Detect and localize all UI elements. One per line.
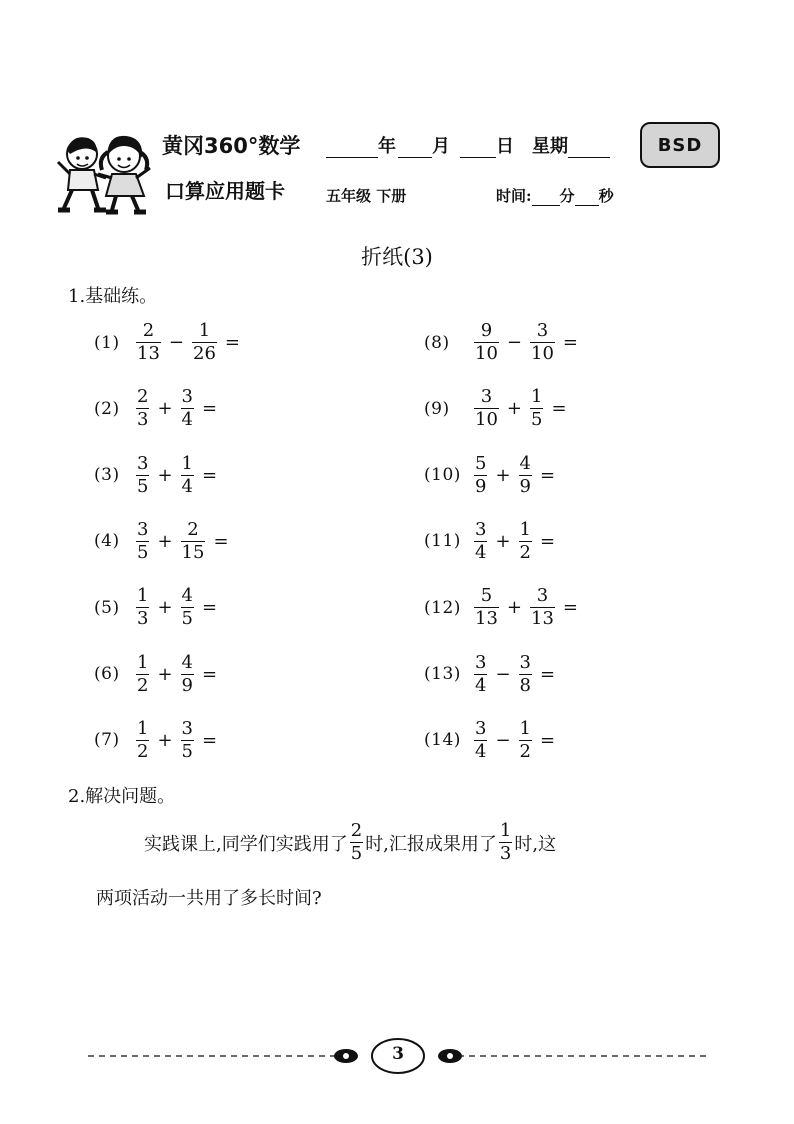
problem-item (94, 652, 217, 697)
fraction-denominator: 3 (499, 843, 512, 864)
fraction-b (181, 453, 194, 498)
operator: + (495, 464, 511, 486)
second-blank (575, 187, 599, 206)
fraction-numerator: 3 (475, 518, 487, 540)
fraction-b (181, 585, 194, 630)
time-line (496, 185, 614, 206)
problem-number: (14) (424, 730, 461, 751)
equals-sign: = (540, 663, 556, 685)
fraction-numerator: 4 (181, 585, 193, 607)
problem-item (94, 718, 217, 763)
equals-sign: = (540, 530, 556, 552)
equals-sign: = (202, 597, 218, 619)
section2-label: 2.解决问题。 (68, 786, 176, 807)
brand-subtitle: 口算应用题卡 (165, 179, 285, 203)
fraction-a (136, 652, 149, 697)
fraction-denominator: 2 (519, 541, 531, 563)
fraction-denominator: 10 (475, 343, 498, 364)
word-problem-text2: 时,汇报成果用了 (365, 833, 497, 855)
fraction-denominator: 5 (137, 541, 149, 563)
fraction-numerator: 1 (137, 717, 149, 739)
fraction-numerator: 2 (350, 820, 363, 841)
fraction-denominator: 5 (181, 740, 193, 762)
equals-sign: = (202, 398, 218, 420)
minute-blank (532, 187, 560, 206)
fraction-b (530, 585, 555, 630)
fraction-denominator: 4 (475, 740, 487, 762)
fraction-a (136, 453, 149, 498)
year-label: 年 (378, 136, 396, 157)
fraction-denominator: 13 (531, 608, 554, 630)
fraction-denominator: 13 (137, 343, 160, 364)
fraction-denominator: 5 (181, 608, 193, 630)
operator: + (157, 663, 173, 685)
word-problem-line1 (144, 820, 556, 865)
problem-number: (13) (424, 664, 461, 684)
time-label: 时间: (496, 187, 532, 205)
fraction-a (474, 519, 487, 564)
fraction-a (474, 320, 499, 365)
page-number: 3 (392, 1044, 404, 1064)
fraction-a (136, 320, 161, 365)
grade-label: 五年级 下册 (326, 187, 407, 205)
fraction-a (474, 453, 487, 498)
problem-number: (5) (94, 597, 120, 618)
operator: + (157, 597, 173, 619)
problem-item (94, 453, 217, 498)
problem-item (424, 320, 578, 365)
problem-number: (4) (94, 531, 120, 552)
fraction-denominator: 8 (519, 674, 531, 696)
operator: − (506, 332, 522, 353)
fraction-denominator: 10 (475, 409, 498, 431)
problem-item (424, 453, 555, 498)
operator: − (495, 663, 511, 685)
fraction-numerator: 4 (181, 651, 193, 673)
fraction-a (474, 585, 499, 630)
fraction-denominator: 9 (181, 674, 193, 696)
equals-sign: = (202, 464, 218, 486)
fraction-b (519, 718, 532, 763)
operator: + (157, 729, 173, 751)
fraction-numerator: 3 (181, 386, 193, 408)
fraction-numerator: 5 (480, 585, 493, 607)
fraction-numerator: 3 (475, 717, 487, 739)
fraction-b (181, 386, 194, 431)
problem-item (424, 652, 555, 697)
fraction-a (136, 585, 149, 630)
problem-item (424, 585, 578, 630)
problem-number: (8) (424, 332, 450, 353)
fraction-a (474, 718, 487, 763)
fraction-numerator: 1 (519, 518, 531, 540)
fraction-b (181, 718, 194, 763)
fraction-b (519, 652, 532, 697)
fraction-b (519, 519, 532, 564)
fraction-numerator: 3 (137, 452, 149, 474)
month-blank (398, 139, 432, 158)
fraction-a (136, 386, 149, 431)
fraction-denominator: 15 (181, 541, 205, 563)
fraction-numerator: 2 (142, 320, 155, 341)
fraction-numerator: 1 (137, 651, 149, 673)
fraction-numerator: 2 (187, 518, 199, 540)
fraction-a (474, 652, 487, 697)
fraction-denominator: 4 (475, 674, 487, 696)
operator: + (506, 398, 522, 420)
fraction-denominator: 5 (137, 475, 149, 497)
fraction-b (530, 386, 543, 431)
fraction-b (192, 320, 217, 365)
second-label: 秒 (598, 187, 614, 205)
fraction-numerator: 5 (475, 452, 487, 474)
page-title: 折纸(3) (361, 245, 433, 269)
edition-badge: BSD (640, 122, 720, 168)
weekday-blank (568, 139, 610, 158)
fraction-b (530, 320, 555, 365)
fraction-numerator: 3 (137, 518, 149, 540)
fraction-denominator: 5 (350, 843, 363, 864)
problem-number: (1) (94, 332, 120, 353)
equals-sign: = (540, 464, 556, 486)
problem-number: (10) (424, 465, 461, 486)
operator: + (157, 464, 173, 486)
problem-item (94, 386, 217, 431)
problem-item (424, 519, 555, 564)
fraction-a (474, 386, 499, 431)
fraction-denominator: 4 (475, 541, 487, 563)
fraction-numerator: 2 (137, 386, 149, 408)
problem-item (424, 718, 555, 763)
operator: + (157, 398, 173, 420)
equals-sign: = (202, 729, 218, 751)
problem-item (424, 386, 567, 431)
problem-item (94, 519, 229, 564)
fraction-numerator: 3 (536, 585, 549, 607)
fraction-denominator: 2 (137, 740, 149, 762)
section1-label: 1.基础练。 (68, 286, 158, 307)
fraction-denominator: 10 (531, 343, 554, 364)
fraction-denominator: 26 (193, 343, 216, 364)
equals-sign: = (562, 597, 578, 619)
day-label: 日 (496, 136, 514, 157)
operator: − (495, 729, 511, 751)
word-problem-text1: 实践课上,同学们实践用了 (144, 833, 348, 855)
weekday-label: 星期 (532, 136, 568, 157)
day-blank (460, 139, 496, 158)
fraction-b (181, 652, 194, 697)
problem-number: (3) (94, 465, 120, 486)
operator: − (168, 332, 184, 353)
problem-number: (2) (94, 398, 120, 419)
word-problem-text3: 时,这 (514, 833, 557, 855)
fraction-a (136, 519, 149, 564)
equals-sign: = (213, 530, 229, 552)
fraction-a (136, 718, 149, 763)
fraction-denominator: 3 (137, 608, 149, 630)
fraction-denominator: 3 (137, 409, 149, 431)
problem-number: (7) (94, 730, 120, 751)
year-blank (326, 139, 378, 158)
equals-sign: = (551, 398, 567, 420)
brand-title: 黄冈360°数学 (162, 134, 301, 158)
fraction-numerator: 3 (480, 386, 493, 408)
fraction-denominator: 4 (181, 409, 193, 431)
fraction-denominator: 9 (519, 475, 531, 497)
equals-sign: = (540, 729, 556, 751)
month-label: 月 (432, 136, 450, 157)
fraction-numerator: 1 (531, 386, 543, 408)
equals-sign: = (202, 663, 218, 685)
fraction-numerator: 3 (181, 717, 193, 739)
fraction-denominator: 2 (137, 674, 149, 696)
fraction-numerator: 4 (519, 452, 531, 474)
problem-number: (9) (424, 398, 450, 419)
fraction-denominator: 2 (519, 740, 531, 762)
fraction-denominator: 9 (475, 475, 487, 497)
mascot-kids-illustration (52, 128, 160, 218)
fraction-numerator: 3 (475, 651, 487, 673)
operator: + (157, 530, 173, 552)
equals-sign: = (562, 332, 578, 353)
equals-sign: = (224, 332, 240, 353)
fraction-numerator: 1 (198, 320, 211, 341)
fraction-numerator: 1 (137, 585, 149, 607)
fraction-numerator: 1 (519, 717, 531, 739)
fraction-b (181, 519, 206, 564)
operator: + (506, 597, 522, 619)
fraction-denominator: 5 (531, 409, 543, 431)
operator: + (495, 530, 511, 552)
problem-item (94, 320, 240, 365)
fraction-denominator: 13 (475, 608, 498, 630)
date-line (326, 132, 610, 158)
fraction-numerator: 1 (499, 820, 512, 841)
problem-number: (12) (424, 597, 461, 618)
problem-item (94, 585, 217, 630)
fraction-numerator: 1 (181, 452, 193, 474)
problem-number: (11) (424, 531, 461, 552)
problem-number: (6) (94, 664, 120, 684)
fraction-numerator: 9 (480, 320, 493, 341)
fraction-b (519, 453, 532, 498)
word-problem-line2: 两项活动一共用了多长时间? (96, 888, 322, 909)
fraction-numerator: 3 (536, 320, 549, 341)
minute-label: 分 (559, 187, 575, 205)
fraction-one-third (499, 820, 512, 865)
fraction-two-fifths (350, 820, 363, 865)
fraction-denominator: 4 (181, 475, 193, 497)
fraction-numerator: 3 (519, 651, 531, 673)
